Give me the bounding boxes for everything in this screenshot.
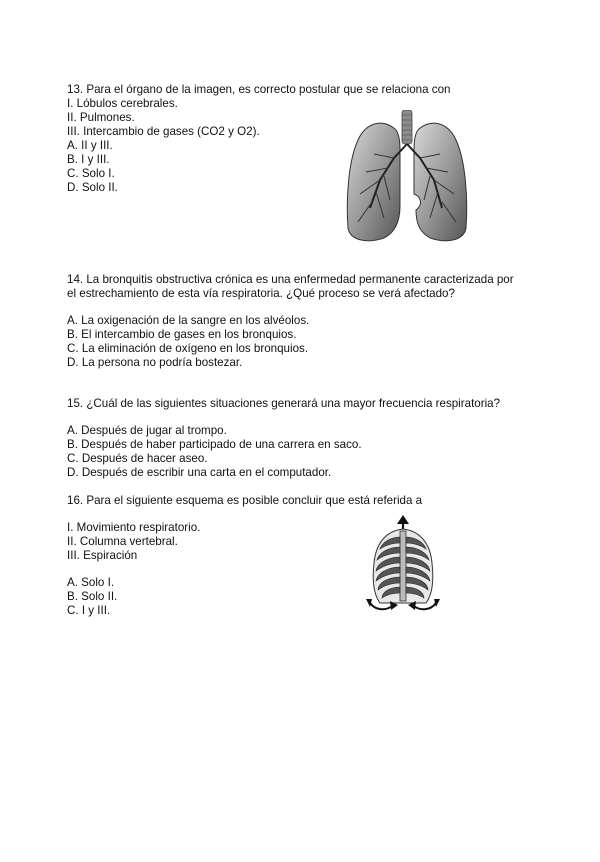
q14-stem-line-2: el estrechamiento de esta vía respiratoria. ¿Qué proceso se verá afectado? xyxy=(67,287,455,300)
ribcage-breathing-diagram xyxy=(364,515,442,615)
q16-stem: 16. Para el siguiente esquema es posible concluir que está referida a xyxy=(67,494,423,507)
q15-option-c: C. Después de hacer aseo. xyxy=(67,452,208,465)
q14-option-c: C. La eliminación de oxígeno en los bronquios. xyxy=(67,342,309,355)
q15-stem: 15. ¿Cuál de las siguientes situaciones generará una mayor frecuencia respiratoria? xyxy=(67,397,501,410)
q13-statement-3: III. Intercambio de gases (CO2 y O2). xyxy=(67,125,260,138)
q16-option-a: A. Solo I. xyxy=(67,576,115,589)
q14-stem-line-1: 14. La bronquitis obstructiva crónica es una enfermedad permanente caracterizada por xyxy=(67,273,514,286)
q13-option-b: B. I y III. xyxy=(67,153,110,166)
q15-option-b: B. Después de haber participado de una carrera en saco. xyxy=(67,438,362,451)
q14-option-d: D. La persona no podría bostezar. xyxy=(67,356,243,369)
q16-option-b: B. Solo II. xyxy=(67,590,118,603)
curved-arrow-icon xyxy=(370,603,436,609)
q16-statement-3: III. Espiración xyxy=(67,549,138,562)
q16-option-c: C. I y III. xyxy=(67,604,111,617)
lungs-illustration xyxy=(344,110,470,246)
q14-option-b: B. El intercambio de gases en los bronquios. xyxy=(67,328,297,341)
q16-statement-2: II. Columna vertebral. xyxy=(67,535,178,548)
q13-statement-1: I. Lóbulos cerebrales. xyxy=(67,97,178,110)
q13-stem: 13. Para el órgano de la imagen, es correcto postular que se relaciona con xyxy=(67,83,451,96)
q16-statement-1: I. Movimiento respiratorio. xyxy=(67,521,201,534)
q15-option-a: A. Después de jugar al trompo. xyxy=(67,424,227,437)
q14-option-a: A. La oxigenación de la sangre en los alvéolos. xyxy=(67,314,310,327)
q13-option-c: C. Solo I. xyxy=(67,167,115,180)
q15-option-d: D. Después de escribir una carta en el computador. xyxy=(67,466,332,479)
q13-option-d: D. Solo II. xyxy=(67,181,118,194)
q13-option-a: A. II y III. xyxy=(67,139,113,152)
q13-statement-2: II. Pulmones. xyxy=(67,111,135,124)
